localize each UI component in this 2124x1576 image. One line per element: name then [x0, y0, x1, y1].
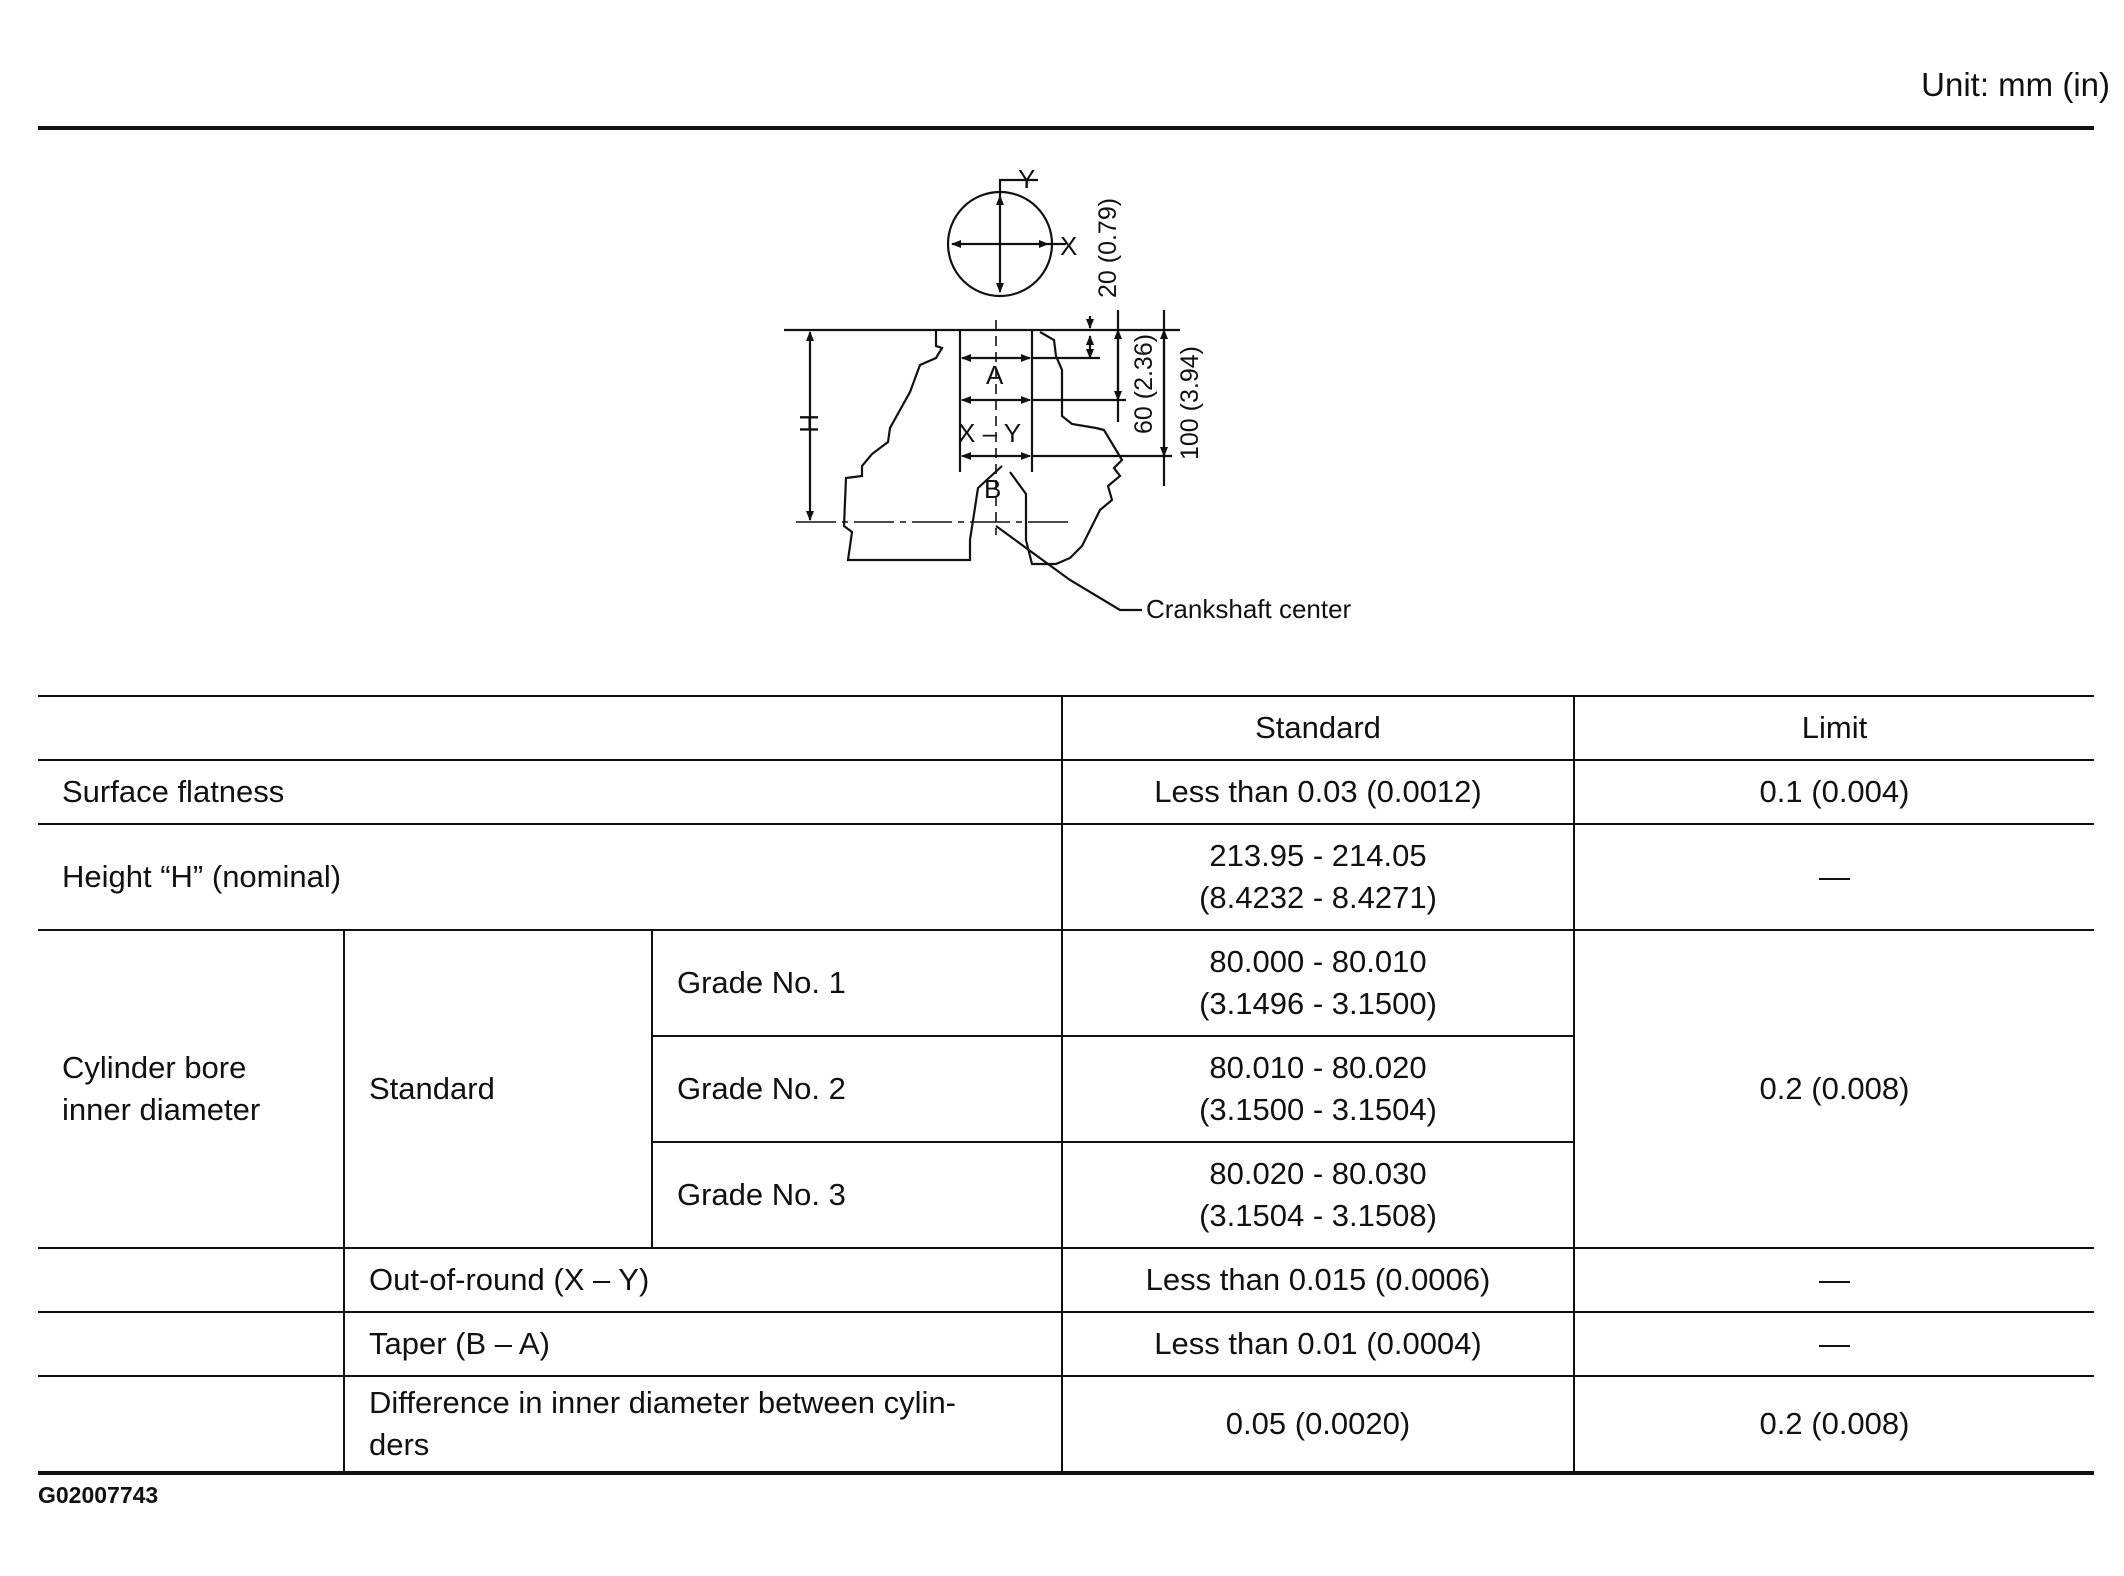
difference-label: Difference in inner diameter between cylin- ders [344, 1376, 1062, 1473]
diagram-label-h: H [794, 414, 824, 433]
cylinder-bore-label: Cylinder bore inner diameter [38, 930, 344, 1248]
diagram-label-x-y: X – Y [958, 418, 1022, 448]
diagram-label-a: A [986, 360, 1004, 390]
cylinder-bore-diagram [770, 160, 1430, 640]
diagram-label-b: B [984, 474, 1002, 504]
header-standard: Standard [1062, 696, 1574, 760]
surface-flatness-label: Surface flatness [38, 760, 1062, 824]
surface-flatness-limit: 0.1 (0.004) [1574, 760, 2094, 824]
cylinder-bore-sub-label: Standard [344, 930, 652, 1248]
grade-3-standard: 80.020 - 80.030 (3.1504 - 3.1508) [1062, 1142, 1574, 1248]
taper-label: Taper (B – A) [344, 1312, 1062, 1376]
grade-2-standard: 80.010 - 80.020 (3.1500 - 3.1504) [1062, 1036, 1574, 1142]
table-row [38, 824, 2094, 930]
out-of-round-standard: Less than 0.015 (0.0006) [1062, 1248, 1574, 1312]
dimension-60: 60 (2.36) [1130, 333, 1158, 434]
crankshaft-center-label: Crankshaft center [1146, 594, 1352, 624]
unit-label: Unit: mm (in) [1921, 66, 2110, 103]
grade-1-standard: 80.000 - 80.010 (3.1496 - 3.1500) [1062, 930, 1574, 1036]
cylinder-bore-limit: 0.2 (0.008) [1574, 930, 2094, 1248]
dimension-100: 100 (3.94) [1176, 346, 1204, 460]
grade-2-name: Grade No. 2 [652, 1036, 1062, 1142]
taper-standard: Less than 0.01 (0.0004) [1062, 1312, 1574, 1376]
out-of-round-label: Out-of-round (X – Y) [344, 1248, 1062, 1312]
table-row [38, 1312, 2094, 1376]
difference-limit: 0.2 (0.008) [1574, 1376, 2094, 1473]
grade-3-name: Grade No. 3 [652, 1142, 1062, 1248]
diagram-axis-y: Y [1018, 164, 1036, 194]
surface-flatness-standard: Less than 0.03 (0.0012) [1062, 760, 1574, 824]
dimension-20: 20 (0.79) [1094, 197, 1122, 298]
taper-limit: — [1574, 1312, 2094, 1376]
height-h-label: Height “H” (nominal) [38, 824, 1062, 930]
top-divider [38, 126, 2094, 130]
figure-id: G02007743 [38, 1482, 159, 1508]
out-of-round-limit: — [1574, 1248, 2094, 1312]
height-h-standard: 213.95 - 214.05 (8.4232 - 8.4271) [1062, 824, 1574, 930]
spec-table [38, 695, 2094, 1475]
table-row [38, 930, 2094, 1036]
difference-standard: 0.05 (0.0020) [1062, 1376, 1574, 1473]
header-limit: Limit [1574, 696, 2094, 760]
height-h-limit: — [1574, 824, 2094, 930]
table-row [38, 1248, 2094, 1312]
table-header-row [38, 696, 2094, 760]
table-row [38, 1376, 2094, 1473]
table-row [38, 760, 2094, 824]
grade-1-name: Grade No. 1 [652, 930, 1062, 1036]
diagram-axis-x: X [1060, 231, 1078, 261]
